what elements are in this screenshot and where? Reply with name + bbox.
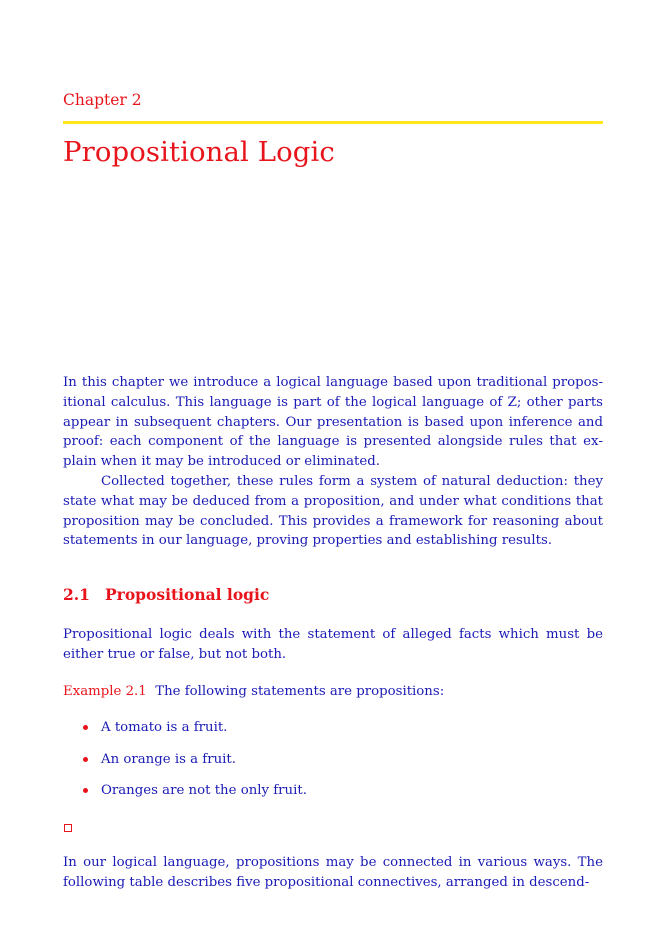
section-number: 2.1 (63, 585, 90, 604)
chapter-introduction (63, 373, 603, 551)
example-list (63, 718, 603, 813)
bullet-icon (83, 725, 88, 730)
closing-paragraph: In our logical language, propositions may be connected in various ways. The following table describes five propositional connectives, arranged in descend- (63, 855, 603, 890)
intro-paragraph: In this chapter we introduce a logical language based upon traditional propositional calculus. This language is part of the logical language of Z; other parts appear in subsequent chapters. Our presentation is based upon inference and proof: each component of the language is presented alongside rules that explain when it may be introduced or eliminated. (63, 375, 603, 470)
bullet-icon (83, 788, 88, 793)
example-text: The following statements are propositions: (155, 684, 445, 699)
list-item (63, 781, 603, 813)
chapter-title: Propositional Logic (63, 136, 335, 168)
example-heading (63, 682, 603, 702)
list-item (63, 718, 603, 750)
chapter-rule-divider (63, 121, 603, 124)
section-paragraph: Propositional logic deals with the statement of alleged facts which must be either true or false, but not both. (63, 627, 603, 662)
list-item-text: An orange is a fruit. (101, 751, 236, 767)
list-item-text: A tomato is a fruit. (101, 720, 228, 735)
list-item-text: Oranges are not the only fruit. (101, 783, 307, 799)
example-label: Example 2.1 (63, 684, 147, 699)
bullet-icon (83, 757, 88, 762)
chapter-label: Chapter 2 (63, 91, 142, 109)
intro-paragraph: Collected together, these rules form a system of natural deduction: they state what may be deduced from a proposition, and under what conditions that proposition may be concluded. This provides a framework for reasoning about statements in our language, proving properties and establishing results. (63, 473, 603, 549)
section-title: Propositional logic (105, 585, 270, 604)
list-item (63, 750, 603, 782)
section-heading (63, 585, 269, 604)
end-of-example-box-icon (64, 824, 72, 832)
